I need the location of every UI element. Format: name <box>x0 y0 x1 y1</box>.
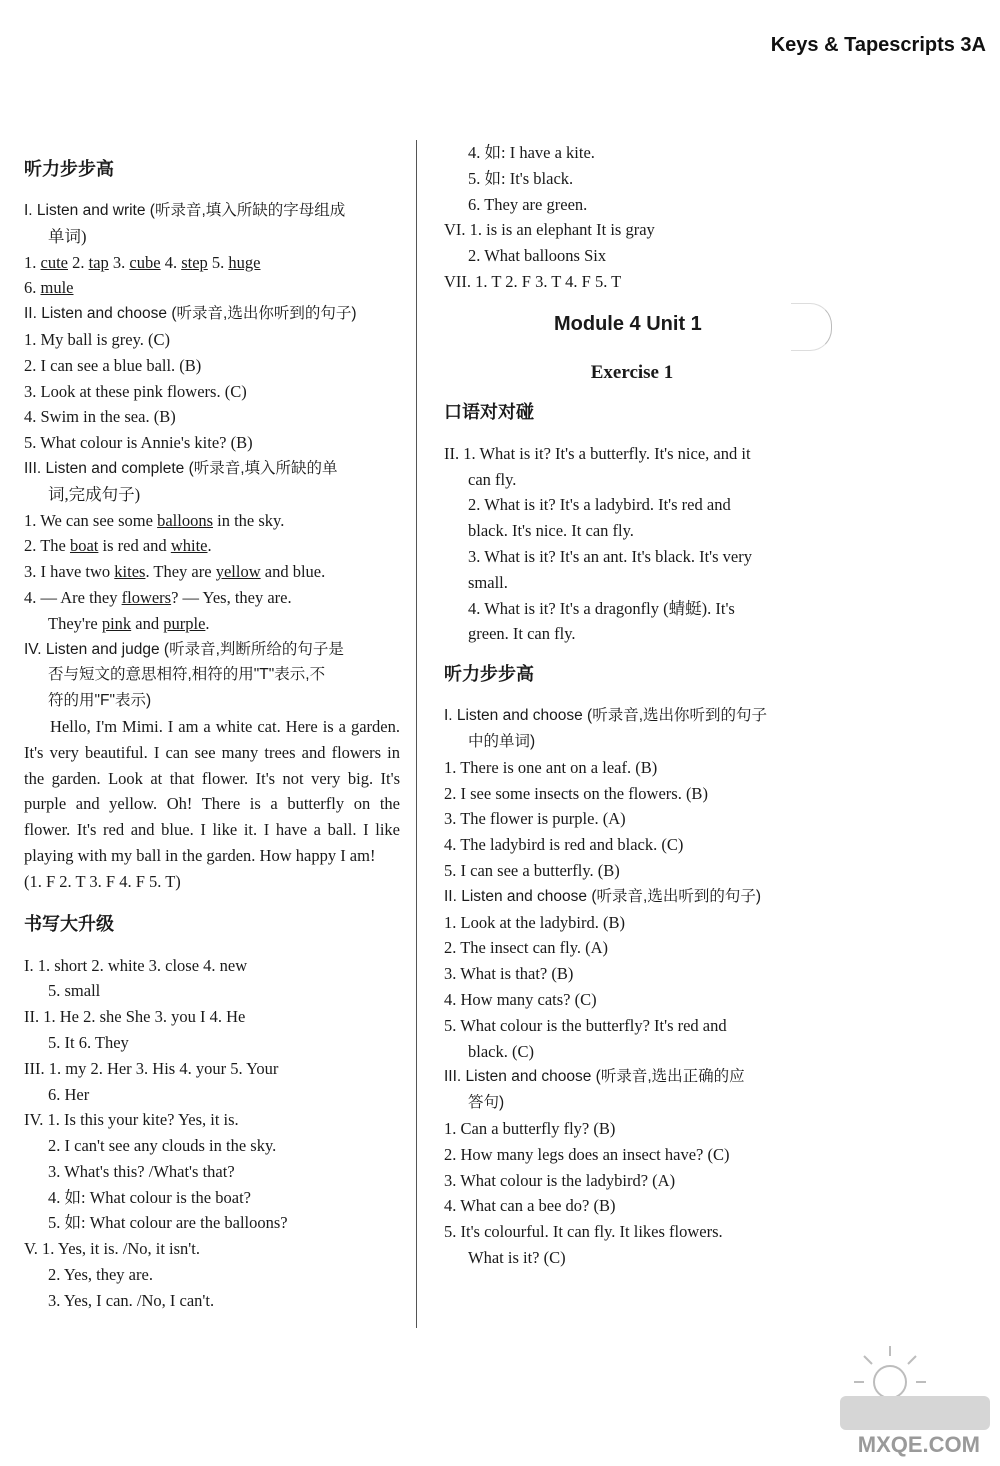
answer-line: 1. We can see some balloons in the sky. <box>24 510 285 530</box>
answer-line: 1. My ball is grey. (C) <box>24 329 171 349</box>
watermark-logo <box>820 1338 990 1458</box>
section-heading-writing: 书写大升级 <box>24 913 114 934</box>
left-column <box>24 150 400 1314</box>
answer-line: 5. 如: It's black. <box>468 168 574 188</box>
answer-line: 3. What is it? It's an ant. It's black. It's very <box>468 546 753 566</box>
answer-line: 1. Look at the ladybird. (B) <box>444 912 626 932</box>
answer-line: 5. What colour is Annie's kite? (B) <box>24 433 253 453</box>
module-banner <box>504 303 844 349</box>
answer-line: 2. What is it? It's a ladybird. It's red and <box>468 495 731 515</box>
answer-line: 5. It 6. They <box>48 1032 129 1052</box>
section-heading-listening: 听力步步高 <box>444 664 534 685</box>
answer-line: 4. What is it? It's a dragonfly (蜻蜓). It's <box>468 598 735 618</box>
answer-line: black. (C) <box>468 1041 534 1061</box>
answer-line: 3. What's this? /What's that? <box>48 1161 235 1181</box>
question-heading: I. Listen and write (听录音,填入所缺的字母组成 <box>24 202 346 219</box>
answer-line: VI. 1. is is an elephant It is gray <box>444 220 655 240</box>
question-heading-cont: 否与短文的意思相符,相符的用"T"表示,不 <box>48 666 326 684</box>
answer-line: What is it? (C) <box>468 1247 566 1267</box>
question-heading: III. Listen and complete (听录音,填入所缺的单 <box>24 459 338 477</box>
sun-logo-icon <box>820 1338 990 1434</box>
module-title: Module 4 Unit 1 <box>554 312 702 335</box>
answer-line: 1. There is one ant on a leaf. (B) <box>444 757 658 777</box>
answer-line: 2. What balloons Six <box>468 246 607 266</box>
answer-line: IV. 1. Is this your kite? Yes, it is. <box>24 1110 239 1130</box>
question-heading: II. Listen and choose (听录音,选出听到的句子) <box>444 887 761 905</box>
answer-line: 3. What is that? (B) <box>444 964 574 984</box>
answer-line: 3. I have two kites. They are yellow and blue. <box>24 562 326 582</box>
answer-line: 5. small <box>48 981 101 1001</box>
answer-line: 2. The insect can fly. (A) <box>444 938 609 958</box>
answer-line: small. <box>468 572 508 592</box>
question-heading-cont: 答句) <box>468 1094 505 1112</box>
answer-line: 1. Can a butterfly fly? (B) <box>444 1118 616 1138</box>
answer-line: 5. It's colourful. It can fly. It likes flowers. <box>444 1222 723 1242</box>
answer-line: 2. I see some insects on the flowers. (B) <box>444 783 708 803</box>
question-heading: III. Listen and choose (听录音,选出正确的应 <box>444 1068 745 1086</box>
question-heading-cont: 中的单词) <box>468 732 536 750</box>
answer-line: 2. Yes, they are. <box>48 1265 153 1285</box>
question-heading: II. Listen and choose (听录音,选出你听到的句子) <box>24 305 357 323</box>
answer-line: 2. The boat is red and white. <box>24 536 212 556</box>
answer-line: 4. Swim in the sea. (B) <box>24 407 176 427</box>
answer-line: 4. How many cats? (C) <box>444 989 597 1009</box>
question-heading-cont: 单词) <box>48 226 87 246</box>
watermark-text: MXQE.COM <box>857 1432 980 1457</box>
answer-line: V. 1. Yes, it is. /No, it isn't. <box>24 1239 200 1259</box>
exercise-title: Exercise 1 <box>590 361 674 383</box>
answer-line: They're pink and purple. <box>48 613 210 633</box>
answer-line: 3. The flower is purple. (A) <box>444 809 626 829</box>
answer-line: 3. What colour is the ladybird? (A) <box>444 1170 676 1190</box>
question-heading: IV. Listen and judge (听录音,判断所给的句子是 <box>24 640 344 658</box>
answer-line: 1. cute 2. tap 3. cube 4. step 5. huge <box>24 252 261 272</box>
column-divider <box>416 140 417 1328</box>
answer-line: 6. They are green. <box>468 194 588 214</box>
section-heading-listening: 听力步步高 <box>24 159 114 179</box>
header-title: Keys & Tapescripts 3A <box>770 34 986 56</box>
answer-line: 2. I can see a blue ball. (B) <box>24 355 202 375</box>
question-heading-cont: 词,完成句子) <box>48 484 141 504</box>
answer-line: black. It's nice. It can fly. <box>468 521 634 541</box>
answer-line: III. 1. my 2. Her 3. His 4. your 5. Your <box>24 1058 279 1078</box>
banner-arc <box>791 303 832 351</box>
question-heading-cont: 符的用"F"表示) <box>48 692 152 710</box>
answer-line: 3. Yes, I can. /No, I can't. <box>48 1290 215 1310</box>
answer-line: (1. F 2. T 3. F 4. F 5. T) <box>24 871 181 891</box>
answer-line: 4. What can a bee do? (B) <box>444 1196 616 1216</box>
answer-line: 5. I can see a butterfly. (B) <box>444 860 620 880</box>
right-column <box>444 140 820 1271</box>
answer-line: 5. 如: What colour are the balloons? <box>48 1213 288 1233</box>
answer-line: I. 1. short 2. white 3. close 4. new <box>24 955 248 975</box>
passage-text: Hello, I'm Mimi. I am a white cat. Here is a garden. It's very beautiful. I can see many trees and flowers in the garden. Look at that flower. It's not very big. It's purple and yellow. Oh! There is a butterfly on the flower. It's red and blue. I like it. I have a ball. I like playing with my ball in the garden. How happy I am! <box>24 716 400 865</box>
answer-line: 5. What colour is the butterfly? It's red and <box>444 1015 727 1035</box>
answer-line: 4. 如: What colour is the boat? <box>48 1187 251 1207</box>
answer-line: II. 1. He 2. she She 3. you I 4. He <box>24 1007 246 1027</box>
answer-line: VII. 1. T 2. F 3. T 4. F 5. T <box>444 271 622 291</box>
question-heading: I. Listen and choose (听录音,选出你听到的句子 <box>444 707 768 725</box>
answer-line: 2. How many legs does an insect have? (C) <box>444 1144 730 1164</box>
answer-line: 4. The ladybird is red and black. (C) <box>444 835 684 855</box>
section-heading-oral: 口语对对碰 <box>444 401 534 422</box>
answer-line: green. It can fly. <box>468 624 576 644</box>
answer-line: 4. — Are they flowers? — Yes, they are. <box>24 587 292 607</box>
answer-line: 4. 如: I have a kite. <box>468 143 595 162</box>
answer-line: II. 1. What is it? It's a butterfly. It's nice, and it <box>444 443 751 463</box>
answer-line: can fly. <box>468 469 517 489</box>
answer-line: 6. Her <box>48 1084 90 1104</box>
answer-line: 3. Look at these pink flowers. (C) <box>24 381 247 401</box>
answer-line: 6. mule <box>24 278 74 298</box>
answer-line: 2. I can't see any clouds in the sky. <box>48 1136 277 1156</box>
